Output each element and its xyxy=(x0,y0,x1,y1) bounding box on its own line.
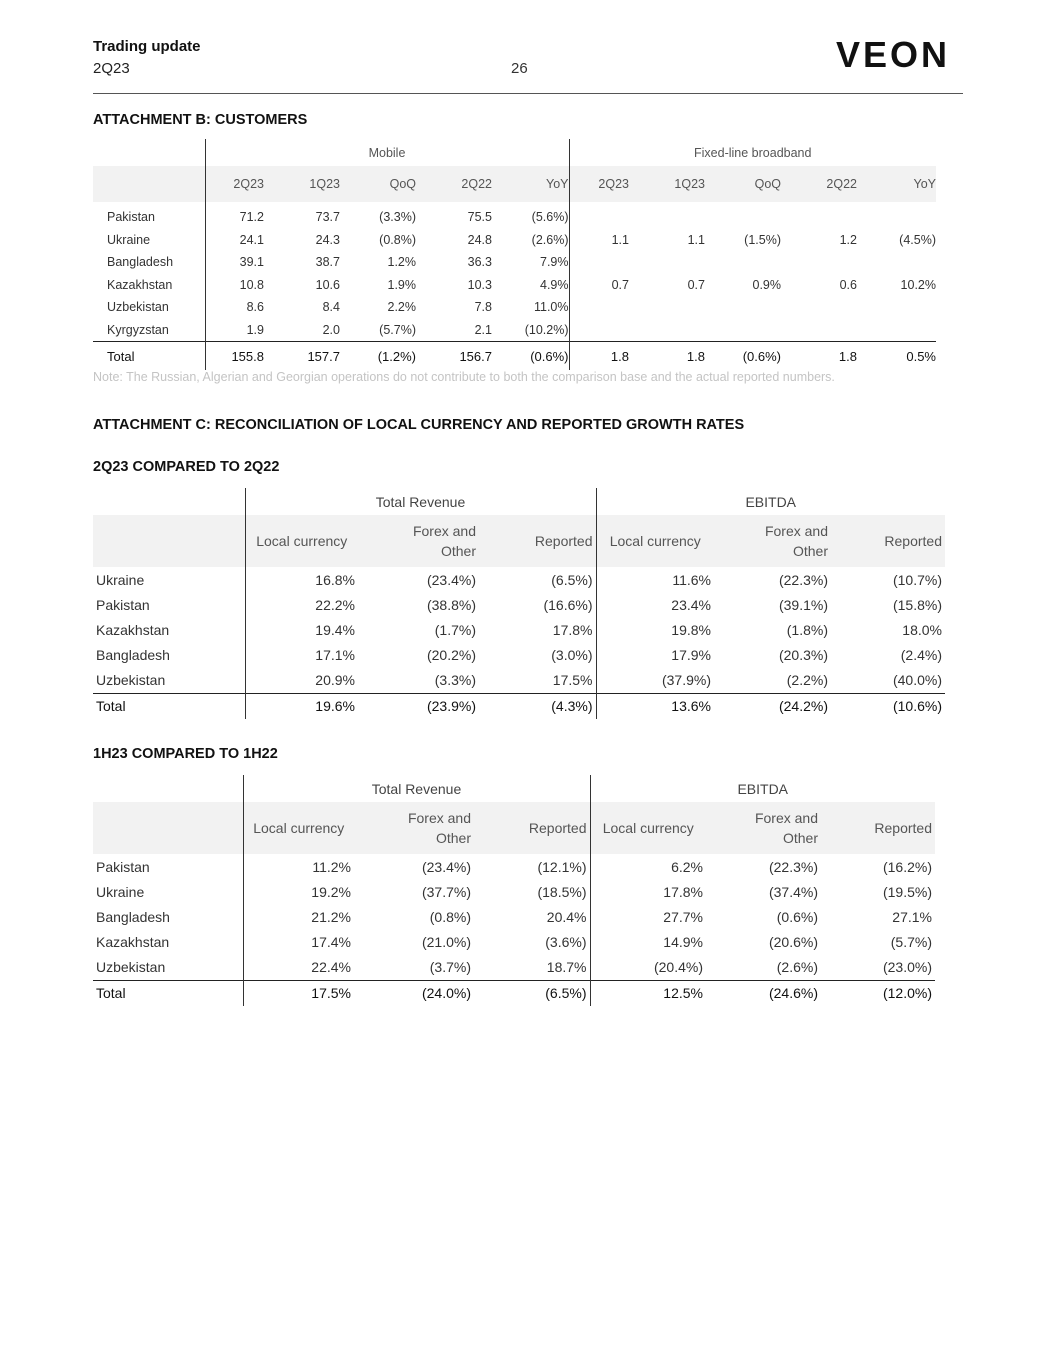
table-group-row xyxy=(93,775,935,802)
row-label: Ukraine xyxy=(96,883,145,900)
cell xyxy=(781,319,857,342)
table-header-row xyxy=(93,802,935,854)
cell: (5.7%) xyxy=(379,322,416,337)
table-row xyxy=(93,567,945,592)
row-label: Ukraine xyxy=(96,571,145,588)
cell: 11.6% xyxy=(596,567,714,592)
cell: (18.5%) xyxy=(537,883,587,900)
row-label: Kazakhstan xyxy=(96,621,170,638)
cell: 23.4% xyxy=(596,592,714,617)
group-mobile: Mobile xyxy=(205,139,569,166)
cell: 1.2 xyxy=(839,232,857,247)
cell: (2.2%) xyxy=(786,672,828,689)
table-row xyxy=(93,592,945,617)
cell: (3.6%) xyxy=(545,934,587,951)
cell: (39.1%) xyxy=(778,596,828,613)
cell: (19.5%) xyxy=(882,883,932,900)
cell: 155.8 xyxy=(205,342,264,371)
cell: (15.8%) xyxy=(892,596,942,613)
column-header: Forex and Other xyxy=(714,515,831,567)
cell: 17.1% xyxy=(245,643,358,668)
cell: 7.8 xyxy=(474,300,492,315)
cell: (12.1%) xyxy=(537,858,587,875)
table-row xyxy=(93,643,945,668)
cell: 11.0% xyxy=(533,300,569,315)
cell: 16.8% xyxy=(245,567,358,592)
column-header: Forex and Other xyxy=(358,515,479,567)
cell xyxy=(857,319,936,342)
cell xyxy=(857,296,936,319)
cell: 1.8 xyxy=(629,342,705,371)
cell: 39.1 xyxy=(205,251,264,274)
cell: (10.6%) xyxy=(831,693,945,719)
table-group-row xyxy=(93,139,936,166)
cell xyxy=(629,202,705,229)
document-period: 2Q23 xyxy=(93,60,130,77)
cell: 24.1 xyxy=(205,229,264,252)
row-label: Total xyxy=(93,980,243,1006)
cell xyxy=(705,296,781,319)
column-header: YoY xyxy=(492,166,569,202)
cell: (1.5%) xyxy=(744,232,781,247)
cell: (38.8%) xyxy=(426,596,476,613)
cell: (5.7%) xyxy=(890,934,932,951)
column-header: Reported xyxy=(479,515,596,567)
cell: 1.1 xyxy=(687,232,705,247)
cell: 1.9 xyxy=(205,319,264,342)
cell: (2.6%) xyxy=(531,232,569,247)
table-header-row xyxy=(93,166,936,202)
cell xyxy=(629,251,705,274)
cell: 17.4% xyxy=(243,930,354,955)
cell: 10.8 xyxy=(205,274,264,297)
cell: (1.8%) xyxy=(786,621,828,638)
cell: 27.7% xyxy=(590,904,706,929)
cell: (20.2%) xyxy=(426,647,476,664)
cell: 7.9% xyxy=(540,255,569,270)
cell: (3.3%) xyxy=(379,210,416,225)
cell: 1.9% xyxy=(387,277,416,292)
cell: (20.3%) xyxy=(778,647,828,664)
cell: (20.6%) xyxy=(768,934,818,951)
document-title: Trading update xyxy=(93,38,201,55)
cell: 24.8 xyxy=(467,232,492,247)
quarter-reconciliation-table xyxy=(93,488,945,719)
cell: 17.5% xyxy=(552,672,593,689)
attachment-c-heading: ATTACHMENT C: RECONCILIATION OF LOCAL CURRENCY AND REPORTED GROWTH RATES xyxy=(93,417,745,433)
cell: (3.0%) xyxy=(551,647,593,664)
cell: 36.3 xyxy=(467,255,492,270)
cell: (10.2%) xyxy=(524,322,569,337)
cell xyxy=(569,251,629,274)
cell: 17.8% xyxy=(590,879,706,904)
table-header-row xyxy=(93,515,945,567)
cell xyxy=(781,202,857,229)
cell xyxy=(569,296,629,319)
cell: 17.5% xyxy=(243,980,354,1006)
cell: (23.9%) xyxy=(358,693,479,719)
total-row xyxy=(93,342,936,371)
group-total-revenue: Total Revenue xyxy=(243,775,590,802)
row-label: Kazakhstan xyxy=(96,934,170,951)
cell: (0.6%) xyxy=(776,908,818,925)
column-header: 1Q23 xyxy=(629,166,705,202)
cell: 20.4% xyxy=(546,908,587,925)
column-header: 2Q23 xyxy=(569,166,629,202)
cell: 0.5% xyxy=(857,342,936,371)
table-row xyxy=(93,879,935,904)
half-year-reconciliation-table xyxy=(93,775,935,1006)
cell: 19.6% xyxy=(245,693,358,719)
table-row xyxy=(93,319,936,342)
cell: (16.2%) xyxy=(882,858,932,875)
total-row xyxy=(93,693,945,719)
cell: (37.4%) xyxy=(768,883,818,900)
cell: 21.2% xyxy=(243,904,354,929)
table-row xyxy=(93,229,936,252)
cell: (22.3%) xyxy=(768,858,818,875)
cell: 22.2% xyxy=(245,592,358,617)
column-header: Forex and Other xyxy=(706,802,821,854)
cell: 1.1 xyxy=(569,229,629,252)
cell: (23.4%) xyxy=(421,858,471,875)
group-ebitda: EBITDA xyxy=(590,775,935,802)
cell: 27.1% xyxy=(892,908,932,925)
header-divider xyxy=(93,93,963,94)
table-row xyxy=(93,955,935,981)
row-label: Uzbekistan xyxy=(96,672,166,689)
footnote: Note: The Russian, Algerian and Georgian operations do not contribute to both the comparison base and the actual reported numbers. xyxy=(93,370,835,384)
column-header: QoQ xyxy=(340,166,416,202)
column-header: Local currency xyxy=(245,515,358,567)
cell: 10.3 xyxy=(467,277,492,292)
cell: (0.8%) xyxy=(429,908,471,925)
column-header: YoY xyxy=(857,166,936,202)
page-number: 26 xyxy=(511,60,528,77)
cell xyxy=(857,202,936,229)
cell: 18.0% xyxy=(902,621,942,638)
table-group-row xyxy=(93,488,945,515)
column-header: Reported xyxy=(821,802,935,854)
row-label: Bangladesh xyxy=(96,908,170,925)
cell: 24.3 xyxy=(315,232,340,247)
group-fixed-broadband: Fixed-line broadband xyxy=(569,139,936,166)
row-label: Uzbekistan xyxy=(96,959,166,976)
cell: 18.7% xyxy=(546,959,587,976)
cell xyxy=(705,319,781,342)
cell: (3.7%) xyxy=(429,959,471,976)
cell xyxy=(569,319,629,342)
row-label: Pakistan xyxy=(96,596,150,613)
cell: (24.0%) xyxy=(354,980,474,1006)
cell xyxy=(705,202,781,229)
cell: (24.2%) xyxy=(714,693,831,719)
cell: 4.9% xyxy=(540,277,569,292)
cell xyxy=(629,319,705,342)
cell: (4.5%) xyxy=(899,232,936,247)
cell: 1.2% xyxy=(387,255,416,270)
customers-table xyxy=(93,139,936,370)
cell: (0.6%) xyxy=(492,342,569,371)
cell: (1.2%) xyxy=(340,342,416,371)
cell: 71.2 xyxy=(205,202,264,229)
cell: 14.9% xyxy=(590,930,706,955)
row-label: Ukraine xyxy=(107,232,151,247)
column-header: Reported xyxy=(474,802,590,854)
row-label: Bangladesh xyxy=(107,255,174,270)
cell: (6.5%) xyxy=(551,571,593,588)
row-label: Total xyxy=(93,342,205,371)
cell: (2.6%) xyxy=(776,959,818,976)
cell: (3.3%) xyxy=(434,672,476,689)
cell: 8.4 xyxy=(322,300,340,315)
cell: 38.7 xyxy=(315,255,340,270)
column-header: QoQ xyxy=(705,166,781,202)
cell: (23.0%) xyxy=(882,959,932,976)
cell: 8.6 xyxy=(205,296,264,319)
cell: (6.5%) xyxy=(474,980,590,1006)
cell xyxy=(857,251,936,274)
half-year-comparison-heading: 1H23 COMPARED TO 1H22 xyxy=(93,746,278,762)
cell xyxy=(781,251,857,274)
cell: (20.4%) xyxy=(590,955,706,981)
row-label: Pakistan xyxy=(96,858,150,875)
table-row xyxy=(93,274,936,297)
column-header: Forex and Other xyxy=(354,802,474,854)
cell: 0.7 xyxy=(687,277,705,292)
cell: 10.2% xyxy=(900,277,936,292)
cell: (4.3%) xyxy=(479,693,596,719)
veon-logo: VEON xyxy=(836,34,951,75)
table-row xyxy=(93,668,945,694)
total-row xyxy=(93,980,935,1006)
cell: (37.9%) xyxy=(596,668,714,694)
cell: 156.7 xyxy=(416,342,492,371)
cell: (40.0%) xyxy=(892,672,942,689)
table-row xyxy=(93,251,936,274)
cell: 73.7 xyxy=(315,210,340,225)
table-row xyxy=(93,930,935,955)
cell: (2.4%) xyxy=(900,647,942,664)
column-header: 2Q23 xyxy=(205,166,264,202)
column-header: Local currency xyxy=(596,515,714,567)
cell: 19.2% xyxy=(243,879,354,904)
cell: (12.0%) xyxy=(821,980,935,1006)
row-label: Uzbekistan xyxy=(107,300,169,315)
row-label: Pakistan xyxy=(107,210,155,225)
row-label: Kazakhstan xyxy=(107,277,173,292)
cell: (21.0%) xyxy=(421,934,471,951)
column-header: 2Q22 xyxy=(781,166,857,202)
cell: 2.0 xyxy=(322,322,340,337)
quarter-comparison-heading: 2Q23 COMPARED TO 2Q22 xyxy=(93,459,280,475)
cell: 17.9% xyxy=(596,643,714,668)
cell: 2.2% xyxy=(387,300,416,315)
cell: 0.6 xyxy=(839,277,857,292)
cell: 13.6% xyxy=(596,693,714,719)
cell: 1.8 xyxy=(569,342,629,371)
cell: (22.3%) xyxy=(778,571,828,588)
cell: 6.2% xyxy=(590,854,706,879)
table-row xyxy=(93,854,935,879)
row-label: Kyrgyzstan xyxy=(107,322,169,337)
cell: (0.6%) xyxy=(705,342,781,371)
row-label: Total xyxy=(93,693,245,719)
table-row xyxy=(93,202,936,229)
cell: (16.6%) xyxy=(543,596,593,613)
attachment-b-heading: ATTACHMENT B: CUSTOMERS xyxy=(93,112,308,128)
cell xyxy=(569,202,629,229)
group-ebitda: EBITDA xyxy=(596,488,945,515)
cell: 1.8 xyxy=(781,342,857,371)
cell: 0.7 xyxy=(569,274,629,297)
cell: (10.7%) xyxy=(892,571,942,588)
cell: 10.6 xyxy=(315,277,340,292)
cell: (24.6%) xyxy=(706,980,821,1006)
column-header: 1Q23 xyxy=(264,166,340,202)
cell: 22.4% xyxy=(243,955,354,981)
cell: 17.8% xyxy=(552,621,593,638)
cell: 2.1 xyxy=(474,322,492,337)
cell xyxy=(705,251,781,274)
column-header: Local currency xyxy=(590,802,706,854)
cell: (5.6%) xyxy=(531,210,569,225)
cell: 75.5 xyxy=(467,210,492,225)
cell: 20.9% xyxy=(245,668,358,694)
cell: 11.2% xyxy=(243,854,354,879)
column-header: Reported xyxy=(831,515,945,567)
cell: 157.7 xyxy=(264,342,340,371)
row-label: Bangladesh xyxy=(96,647,170,664)
cell: (23.4%) xyxy=(426,571,476,588)
cell: (1.7%) xyxy=(434,621,476,638)
table-row xyxy=(93,904,935,929)
cell: 12.5% xyxy=(590,980,706,1006)
cell: 19.8% xyxy=(596,617,714,642)
cell: (0.8%) xyxy=(379,232,416,247)
column-header: 2Q22 xyxy=(416,166,492,202)
table-row xyxy=(93,617,945,642)
cell xyxy=(781,296,857,319)
table-row xyxy=(93,296,936,319)
cell: (37.7%) xyxy=(421,883,471,900)
cell xyxy=(629,296,705,319)
cell: 19.4% xyxy=(245,617,358,642)
group-total-revenue: Total Revenue xyxy=(245,488,596,515)
cell: 0.9% xyxy=(752,277,781,292)
column-header: Local currency xyxy=(243,802,354,854)
